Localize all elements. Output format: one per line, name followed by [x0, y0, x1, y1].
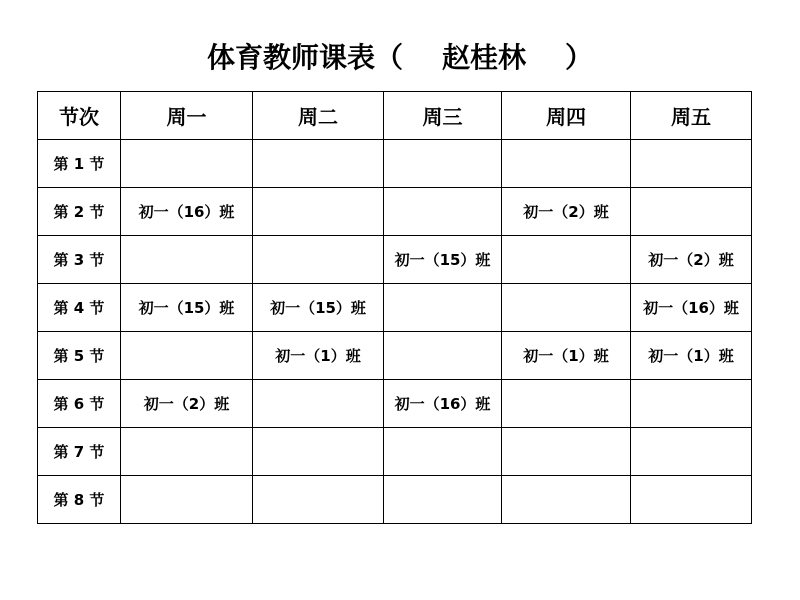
schedule-cell	[384, 188, 502, 236]
schedule-cell	[631, 380, 752, 428]
schedule-cell: 初一（1）班	[253, 332, 384, 380]
schedule-cell	[502, 140, 631, 188]
page-title: 体育教师课表（ 赵桂林 ）	[207, 41, 593, 74]
table-row	[38, 140, 752, 188]
period-label: 第 3 节	[38, 236, 121, 284]
table-row	[38, 380, 752, 428]
header-tuesday: 周二	[253, 92, 384, 140]
schedule-cell	[502, 476, 631, 524]
period-label: 第 4 节	[38, 284, 121, 332]
header-monday: 周一	[121, 92, 253, 140]
schedule-cell	[253, 428, 384, 476]
schedule-cell: 初一（2）班	[631, 236, 752, 284]
schedule-cell	[384, 332, 502, 380]
schedule-cell: 初一（1）班	[631, 332, 752, 380]
period-label: 第 1 节	[38, 140, 121, 188]
schedule-cell: 初一（16）班	[384, 380, 502, 428]
schedule-cell	[253, 380, 384, 428]
schedule-cell	[631, 476, 752, 524]
period-label: 第 6 节	[38, 380, 121, 428]
period-label: 第 7 节	[38, 428, 121, 476]
schedule-cell	[384, 140, 502, 188]
schedule-cell	[121, 140, 253, 188]
schedule-cell	[384, 284, 502, 332]
schedule-cell	[253, 236, 384, 284]
schedule-cell	[631, 140, 752, 188]
schedule-cell: 初一（1）班	[502, 332, 631, 380]
table-row	[38, 476, 752, 524]
schedule-cell	[502, 236, 631, 284]
schedule-cell	[384, 428, 502, 476]
schedule-cell: 初一（2）班	[121, 380, 253, 428]
schedule-cell	[253, 140, 384, 188]
header-period: 节次	[38, 92, 121, 140]
schedule-cell	[631, 188, 752, 236]
schedule-cell: 初一（15）班	[384, 236, 502, 284]
schedule-cell: 初一（16）班	[631, 284, 752, 332]
schedule-table	[37, 91, 752, 524]
schedule-cell	[253, 188, 384, 236]
table-row	[38, 188, 752, 236]
schedule-cell	[631, 428, 752, 476]
schedule-cell: 初一（16）班	[121, 188, 253, 236]
period-label: 第 2 节	[38, 188, 121, 236]
schedule-cell	[121, 476, 253, 524]
table-row	[38, 236, 752, 284]
schedule-cell	[502, 284, 631, 332]
schedule-cell	[253, 476, 384, 524]
table-row	[38, 284, 752, 332]
schedule-cell: 初一（2）班	[502, 188, 631, 236]
schedule-cell	[502, 428, 631, 476]
schedule-cell	[502, 380, 631, 428]
header-thursday: 周四	[502, 92, 631, 140]
table-row	[38, 332, 752, 380]
period-label: 第 5 节	[38, 332, 121, 380]
header-friday: 周五	[631, 92, 752, 140]
schedule-cell: 初一（15）班	[253, 284, 384, 332]
header-row	[38, 92, 752, 140]
schedule-cell	[121, 428, 253, 476]
table-row	[38, 428, 752, 476]
period-label: 第 8 节	[38, 476, 121, 524]
schedule-cell	[121, 332, 253, 380]
header-wednesday: 周三	[384, 92, 502, 140]
schedule-cell: 初一（15）班	[121, 284, 253, 332]
schedule-cell	[384, 476, 502, 524]
schedule-cell	[121, 236, 253, 284]
